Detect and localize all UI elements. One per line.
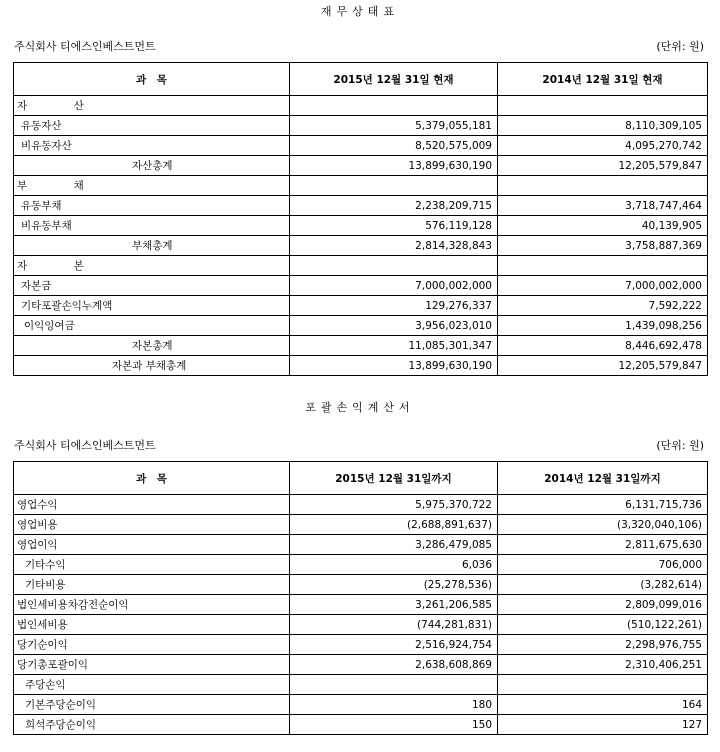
- value-current-year: (2,688,891,637): [290, 515, 498, 535]
- row-label: 기타수익: [14, 555, 290, 575]
- table-row: [14, 136, 708, 156]
- value-prior-year: 2,298,976,755: [498, 635, 708, 655]
- value-prior-year: 3,718,747,464: [498, 196, 708, 216]
- value-prior-year: 164: [498, 695, 708, 715]
- value-prior-year: 1,439,098,256: [498, 316, 708, 336]
- value-current-year: 150: [290, 715, 498, 735]
- row-label: 자산총계: [14, 156, 290, 176]
- value-prior-year: 127: [498, 715, 708, 735]
- row-label: 비유동자산: [14, 136, 290, 156]
- table-row: [14, 595, 708, 615]
- header-account: 과 목: [14, 63, 290, 96]
- value-current-year: 11,085,301,347: [290, 336, 498, 356]
- balance-sheet-unit: (단위: 원): [656, 40, 704, 53]
- table-row: [14, 316, 708, 336]
- table-row: [14, 515, 708, 535]
- value-prior-year: [498, 675, 708, 695]
- row-label: 영업이익: [14, 535, 290, 555]
- value-current-year: [290, 256, 498, 276]
- row-label: 당기순이익: [14, 635, 290, 655]
- table-header-row: [14, 462, 708, 495]
- header-current-year: 2015년 12월 31일 현재: [290, 63, 498, 96]
- value-prior-year: 3,758,887,369: [498, 236, 708, 256]
- value-prior-year: [498, 96, 708, 116]
- table-row: [14, 575, 708, 595]
- value-current-year: 13,899,630,190: [290, 356, 498, 376]
- value-prior-year: 40,139,905: [498, 216, 708, 236]
- value-current-year: [290, 675, 498, 695]
- value-prior-year: 7,592,222: [498, 296, 708, 316]
- value-prior-year: 8,110,309,105: [498, 116, 708, 136]
- row-label: 비유동부채: [14, 216, 290, 236]
- header-current-year: 2015년 12월 31일까지: [290, 462, 498, 495]
- value-prior-year: 6,131,715,736: [498, 495, 708, 515]
- value-prior-year: 12,205,579,847: [498, 156, 708, 176]
- row-label: 법인세비용: [14, 615, 290, 635]
- value-current-year: 2,814,328,843: [290, 236, 498, 256]
- value-current-year: 8,520,575,009: [290, 136, 498, 156]
- table-row: [14, 156, 708, 176]
- value-prior-year: [498, 256, 708, 276]
- value-prior-year: 4,095,270,742: [498, 136, 708, 156]
- value-current-year: 180: [290, 695, 498, 715]
- table-row: [14, 555, 708, 575]
- table-row: [14, 615, 708, 635]
- row-label: 유동부채: [14, 196, 290, 216]
- value-prior-year: (3,282,614): [498, 575, 708, 595]
- row-label: 자 본: [14, 256, 290, 276]
- balance-sheet-body: [14, 96, 708, 376]
- value-prior-year: 2,811,675,630: [498, 535, 708, 555]
- row-label: 영업비용: [14, 515, 290, 535]
- value-prior-year: (510,122,261): [498, 615, 708, 635]
- value-prior-year: 706,000: [498, 555, 708, 575]
- value-current-year: [290, 176, 498, 196]
- table-row: [14, 715, 708, 735]
- income-statement-table: [13, 461, 708, 735]
- row-label: 자 산: [14, 96, 290, 116]
- table-row: [14, 276, 708, 296]
- value-current-year: 5,379,055,181: [290, 116, 498, 136]
- row-label: 영업수익: [14, 495, 290, 515]
- table-row: [14, 176, 708, 196]
- table-row: [14, 216, 708, 236]
- value-prior-year: (3,320,040,106): [498, 515, 708, 535]
- value-current-year: 6,036: [290, 555, 498, 575]
- value-current-year: (744,281,831): [290, 615, 498, 635]
- value-current-year: 5,975,370,722: [290, 495, 498, 515]
- value-prior-year: 7,000,002,000: [498, 276, 708, 296]
- header-account: 과 목: [14, 462, 290, 495]
- table-row: [14, 196, 708, 216]
- income-statement-title: 포괄손익계산서: [305, 401, 415, 414]
- value-current-year: 576,119,128: [290, 216, 498, 236]
- row-label: 유동자산: [14, 116, 290, 136]
- table-row: [14, 256, 708, 276]
- value-current-year: 3,956,023,010: [290, 316, 498, 336]
- row-label: 기본주당순이익: [14, 695, 290, 715]
- income-statement-unit: (단위: 원): [656, 439, 704, 452]
- row-label: 자본과 부채총계: [14, 356, 290, 376]
- value-current-year: 3,286,479,085: [290, 535, 498, 555]
- income-statement-company: 주식회사 티에스인베스트먼트: [14, 439, 156, 452]
- table-row: [14, 296, 708, 316]
- table-row: [14, 655, 708, 675]
- table-row: [14, 356, 708, 376]
- table-row: [14, 495, 708, 515]
- header-prior-year: 2014년 12월 31일까지: [498, 462, 708, 495]
- row-label: 부채총계: [14, 236, 290, 256]
- value-current-year: 7,000,002,000: [290, 276, 498, 296]
- value-prior-year: 12,205,579,847: [498, 356, 708, 376]
- row-label: 법인세비용차감전순이익: [14, 595, 290, 615]
- balance-sheet-title: 재무상태표: [320, 5, 400, 18]
- table-row: [14, 535, 708, 555]
- income-statement-body: [14, 495, 708, 735]
- value-current-year: 2,238,209,715: [290, 196, 498, 216]
- table-row: [14, 116, 708, 136]
- row-label: 주당손익: [14, 675, 290, 695]
- value-current-year: 13,899,630,190: [290, 156, 498, 176]
- table-row: [14, 236, 708, 256]
- value-prior-year: 2,310,406,251: [498, 655, 708, 675]
- row-label: 기타포괄손익누계액: [14, 296, 290, 316]
- row-label: 자본총계: [14, 336, 290, 356]
- row-label: 희석주당순이익: [14, 715, 290, 735]
- table-row: [14, 96, 708, 116]
- header-prior-year: 2014년 12월 31일 현재: [498, 63, 708, 96]
- row-label: 기타비용: [14, 575, 290, 595]
- balance-sheet-company: 주식회사 티에스인베스트먼트: [14, 40, 156, 53]
- balance-sheet-table: [13, 62, 708, 376]
- value-prior-year: 8,446,692,478: [498, 336, 708, 356]
- row-label: 이익잉여금: [14, 316, 290, 336]
- value-current-year: [290, 96, 498, 116]
- value-prior-year: [498, 176, 708, 196]
- row-label: 당기총포괄이익: [14, 655, 290, 675]
- table-row: [14, 675, 708, 695]
- table-header-row: [14, 63, 708, 96]
- row-label: 자본금: [14, 276, 290, 296]
- row-label: 부 채: [14, 176, 290, 196]
- value-current-year: 2,638,608,869: [290, 655, 498, 675]
- table-row: [14, 635, 708, 655]
- value-current-year: 3,261,206,585: [290, 595, 498, 615]
- value-current-year: (25,278,536): [290, 575, 498, 595]
- value-prior-year: 2,809,099,016: [498, 595, 708, 615]
- value-current-year: 129,276,337: [290, 296, 498, 316]
- value-current-year: 2,516,924,754: [290, 635, 498, 655]
- table-row: [14, 336, 708, 356]
- table-row: [14, 695, 708, 715]
